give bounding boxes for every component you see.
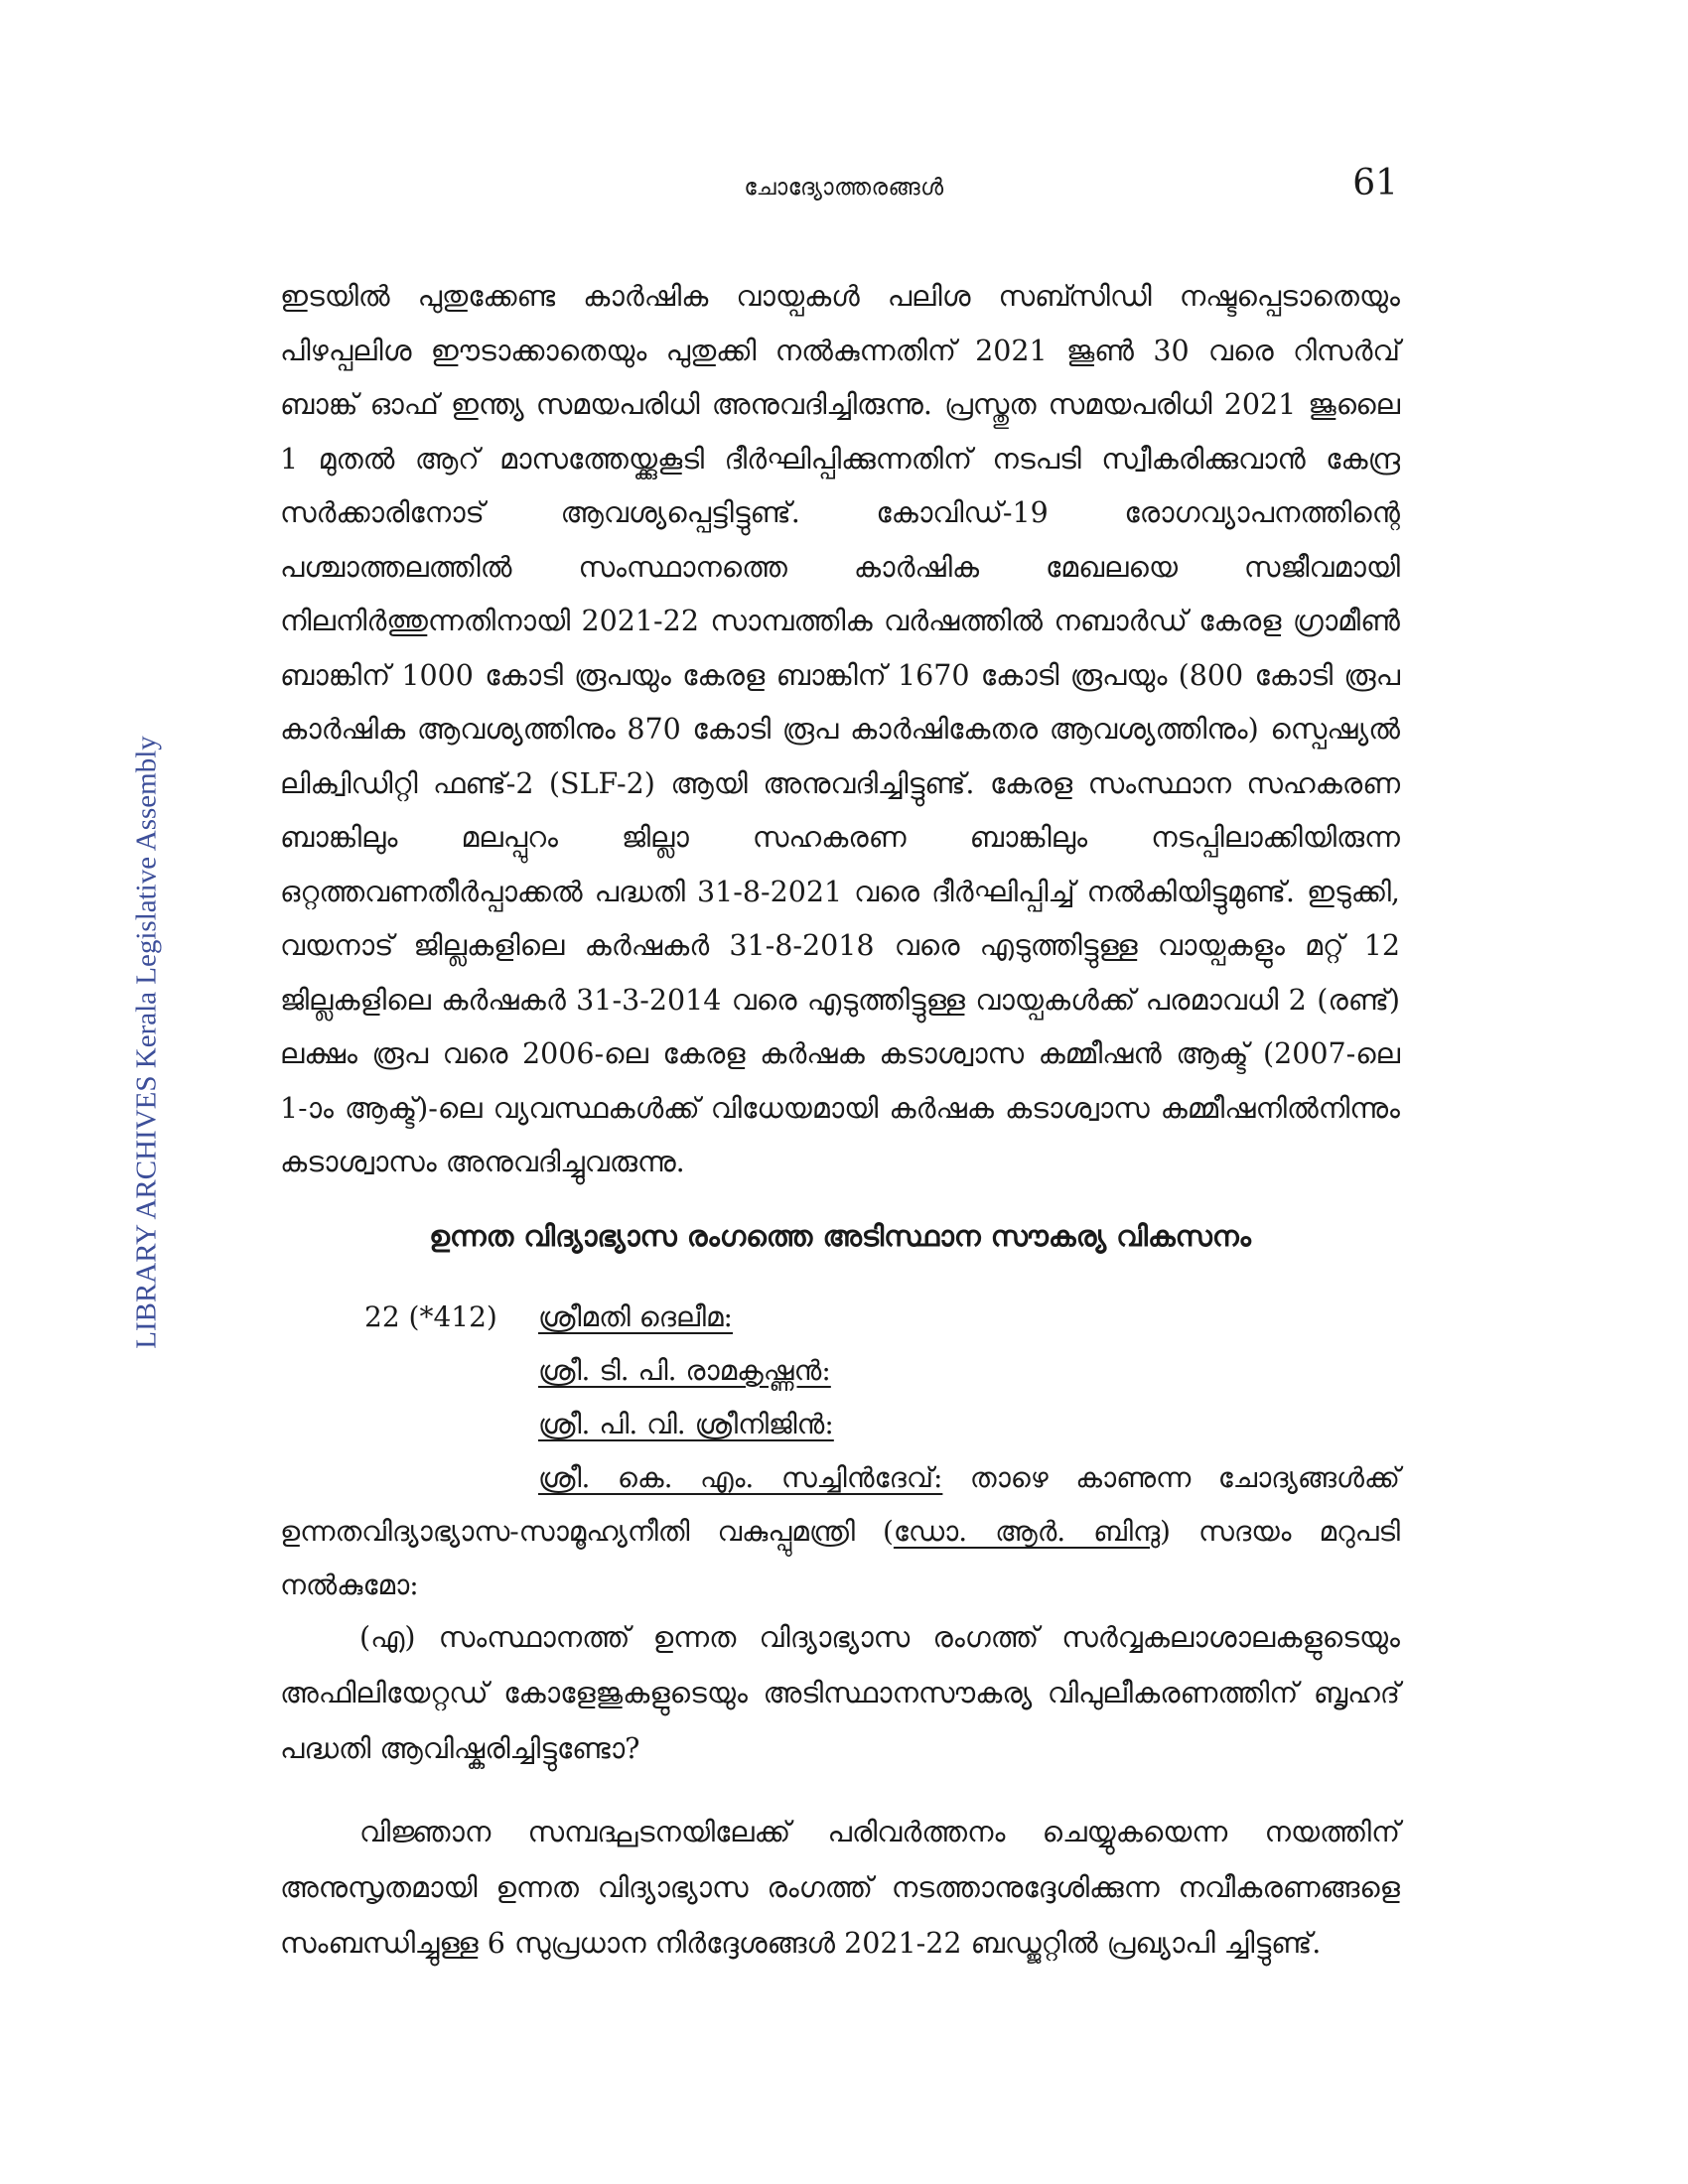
question-intro bbox=[280, 1451, 1400, 1612]
answer-paragraph: വിജ്ഞാന സമ്പദ്ഘടനയിലേക്ക് പരിവർത്തനം ചെയ്യുകയെന്ന നയത്തിന് അനുസൃതമായി ഉന്നത വിദ്യാഭ്യാസ രംഗത്ത് നടത്താനുദ്ദേശിക്കുന്ന നവീകരണങ്ങളെ സംബന്ധിച്ചുള്ള 6 സുപ്രധാന നിർദ്ദേശങ്ങൾ 2021-22 ബഡ്ജറ്റിൽ പ്രഖ്യാപി ച്ചിട്ടുണ്ട്. bbox=[280, 1816, 1400, 1960]
section-heading: ഉന്നത വിദ്യാഭ്യാസ രംഗത്തെ അടിസ്ഥാന സൗകര്യ വികസനം bbox=[429, 1219, 1251, 1253]
page-number: 61 bbox=[1352, 163, 1398, 204]
member-name: ശ്രീ. പി. വി. ശ്രീനിജിൻ: bbox=[538, 1408, 834, 1440]
member-row bbox=[280, 1398, 1400, 1451]
intro-text-end: ) സദയം മറുപടി നൽകുമോ: bbox=[280, 1515, 1400, 1601]
question-number: 22 (*412) bbox=[364, 1300, 497, 1333]
intro-text: താഴെ കാണുന്ന ചോദ്യങ്ങൾക്ക് ഉന്നതവിദ്യാഭ്യാസ-സാമൂഹ്യനീതി വകുപ്പുമന്ത്രി ( bbox=[280, 1461, 1400, 1548]
member-row bbox=[280, 1291, 1400, 1344]
question-block bbox=[280, 1291, 1400, 1612]
archive-watermark: LIBRARY ARCHIVES Kerala Legislative Assembly bbox=[130, 736, 163, 1349]
member-name: ശ്രീ. ടി. പി. രാമകൃഷ്ണൻ: bbox=[538, 1354, 831, 1387]
member-row bbox=[280, 1344, 1400, 1398]
member-name: ശ്രീ. കെ. എം. സച്ചിൻദേവ്: bbox=[538, 1461, 943, 1494]
member-name: ശ്രീമതി ദെലീമ: bbox=[538, 1300, 733, 1333]
paragraph-continuation: ഇടയിൽ പുതുക്കേണ്ട കാർഷിക വായ്പകൾ പലിശ സബ്സിഡി നഷ്ടപ്പെടാതെയും പിഴപ്പലിശ ഈടാക്കാതെയും പുതുക്കി നൽകുന്നതിന് 2021 ജൂൺ 30 വരെ റിസർവ് ബാങ്ക് ഓഫ് ഇന്ത്യ സമയപരിധി അനുവദിച്ചിരുന്നു. പ്രസ്തുത സമയപരിധി 2021 ജൂലൈ 1 മുതൽ ആറ് മാസത്തേയ്ക്കുകൂടി ദീർഘിപ്പിക്കുന്നതിന് നടപടി സ്വീകരിക്കുവാൻ കേന്ദ്ര സർക്കാരിനോട് ആവശ്യപ്പെട്ടിട്ടുണ്ട്. കോവിഡ്-19 രോഗവ്യാപനത്തിന്റെ പശ്ചാത്തലത്തിൽ സംസ്ഥാനത്തെ കാർഷിക മേഖലയെ സജീവമായി നിലനിർത്തുന്നതിനായി 2021-22 സാമ്പത്തിക വർഷത്തിൽ നബാർഡ് കേരള ഗ്രാമീൺ ബാങ്കിന് 1000 കോടി രൂപയും കേരള ബാങ്കിന് 1670 കോടി രൂപയും (800 കോടി രൂപ കാർഷിക ആവശ്യത്തിനും 870 കോടി രൂപ കാർഷികേതര ആവശ്യത്തിനും) സ്പെഷ്യൽ ലിക്വിഡിറ്റി ഫണ്ട്-2 (SLF-2) ആയി അനുവദിച്ചിട്ടുണ്ട്. കേരള സംസ്ഥാന സഹകരണ ബാങ്കിലും മലപ്പുറം ജില്ലാ സഹകരണ ബാങ്കിലും നടപ്പിലാക്കിയിരുന്ന ഒറ്റത്തവണതീർപ്പാക്കൽ പദ്ധതി 31-8-2021 വരെ ദീർഘിപ്പിച്ച് നൽകിയിട്ടുമുണ്ട്. ഇടുക്കി, വയനാട് ജില്ലകളിലെ കർഷകർ 31-8-2018 വരെ എടുത്തിട്ടുള്ള വായ്പകളും മറ്റ് 12 ജില്ലകളിലെ കർഷകർ 31-3-2014 വരെ എടുത്തിട്ടുള്ള വായ്പകൾക്ക് പരമാവധി 2 (രണ്ട്) ലക്ഷം രൂപ വരെ 2006-ലെ കേരള കർഷക കടാശ്വാസ കമ്മീഷൻ ആക്ട് (2007-ലെ 1-ാം ആക്ട്)-ലെ വ്യവസ്ഥകൾക്ക് വിധേയമായി കർഷക കടാശ്വാസ കമ്മീഷനിൽനിന്നും കടാശ്വാസം അനുവദിച്ചുവരുന്നു. bbox=[280, 280, 1400, 1178]
sub-question-a: (എ) സംസ്ഥാനത്ത് ഉന്നത വിദ്യാഭ്യാസ രംഗത്ത് സർവ്വകലാശാലകളുടെയും അഫിലിയേറ്റഡ് കോളേജുകളുടെയും അടിസ്ഥാനസൗകര്യ വിപുലീകരണത്തിന് ബൃഹദ് പദ്ധതി ആവിഷ്കരിച്ചിട്ടുണ്ടോ? bbox=[280, 1621, 1400, 1765]
minister-name: ഡോ. ആർ. ബിന്ദു bbox=[893, 1515, 1161, 1548]
running-header-title: ചോദ്യോത്തരങ്ങൾ bbox=[744, 175, 944, 201]
